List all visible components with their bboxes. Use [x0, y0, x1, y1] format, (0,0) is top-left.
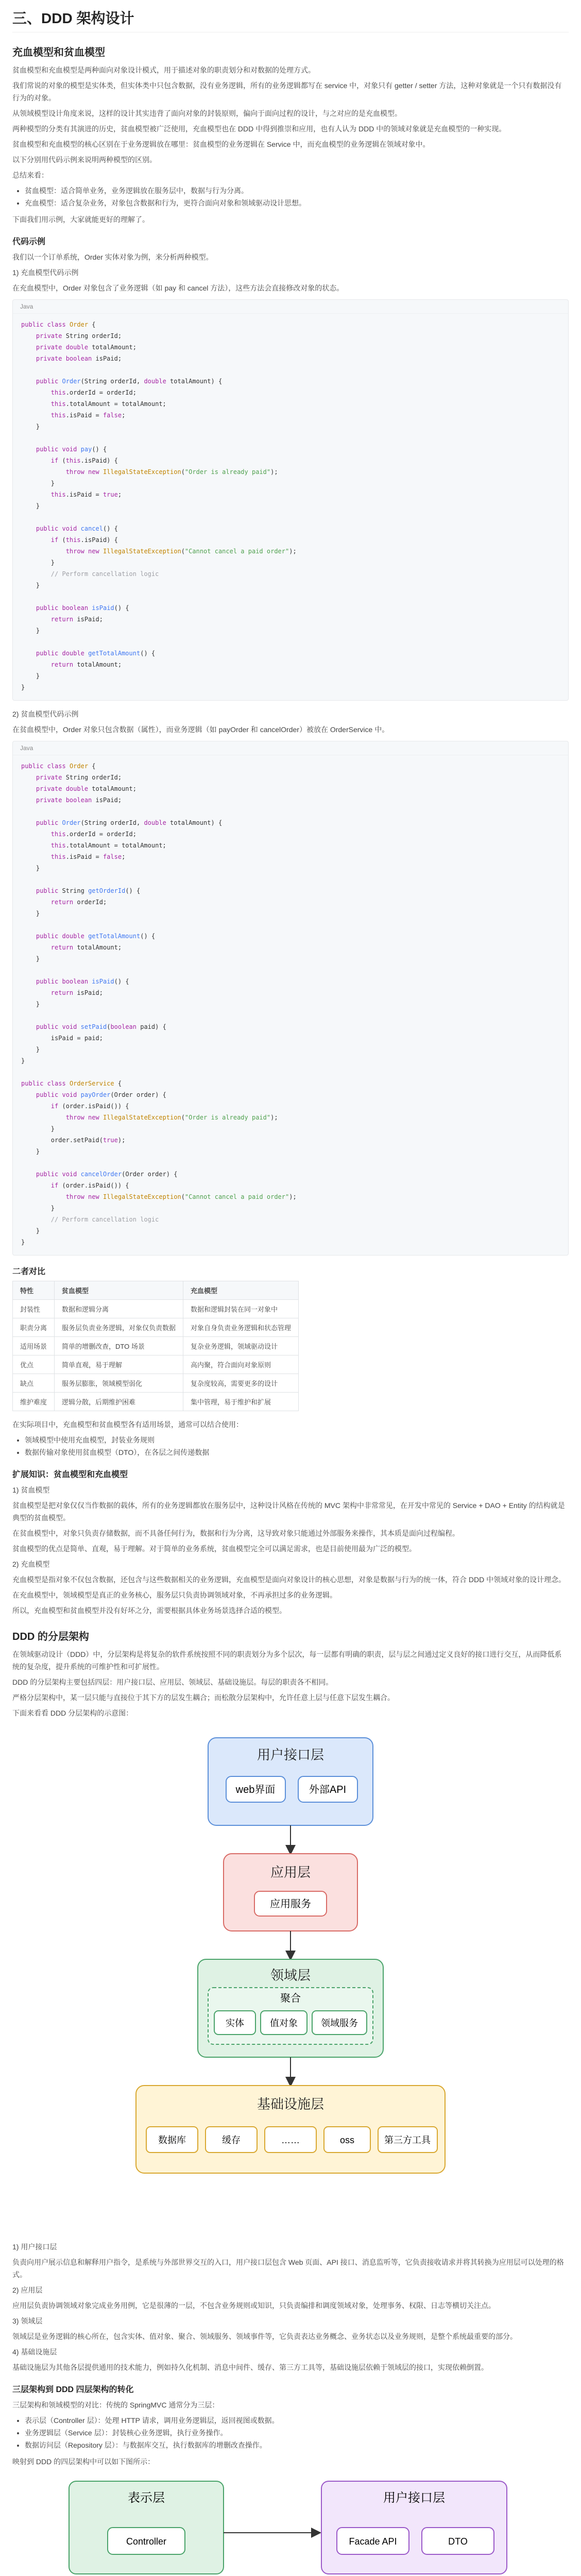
app-service-label: 应用服务 — [270, 1899, 311, 1910]
paragraph: 贫血模型的优点是简单、直观，易于理解。对于简单的业务系统，贫血模型完全可以满足需求，也是目前使用最为广泛的模型。 — [12, 1545, 416, 1553]
paragraph: 以下分别用代码示例来说明两种模型的区别。 — [12, 156, 157, 164]
mvc-list — [25, 2414, 569, 2451]
oss-label: oss — [339, 2135, 355, 2145]
table-header-cell: 特性 — [13, 1281, 55, 1300]
page-title: 三、DDD 架构设计 — [12, 7, 569, 32]
infra-layer-label: 基础设施层 — [257, 2096, 324, 2112]
section-heading-ext: 扩展知识：贫血模型和充血模型 — [12, 1470, 128, 1479]
cache-label: 缓存 — [222, 2135, 241, 2145]
table-row — [13, 1318, 299, 1337]
section-heading-mvc: 三层架构到 DDD 四层架构的转化 — [12, 2385, 134, 2394]
table-cell: 适用场景 — [13, 1337, 55, 1355]
table-cell: 数据和逻辑封装在同一对象中 — [183, 1300, 299, 1318]
paragraph: 贫血模型和充血模型的核心区别在于业务逻辑放在哪里：贫血模型的业务逻辑在 Service 中，而充血模型的业务逻辑在领域对象中。 — [12, 140, 430, 148]
table-cell: 简单直观，易于理解 — [55, 1355, 183, 1374]
paragraph: 两种模型的分类有其演进的历史，贫血模型被广泛使用，充血模型也在 DDD 中得到推崇和应用，也有人认为 DDD 中的领域对象就是充血模型的一种实现。 — [12, 125, 506, 133]
app-layer-label: 应用层 — [270, 1865, 311, 1880]
paragraph: 贫血模型和充血模型是两种面向对象设计模式，用于描述对象的职责划分和对数据的处理方式。 — [12, 66, 315, 74]
code-content: public class Order { private String orderId; private double totalAmount; private boolean isPaid; public Order(String orderId, double totalAmount) { this.orderId = orderId; this.totalAmount = totalAmount; this.isPaid = false; } public String getOrderId() { return orderId; } public double getTotalAmount() { return totalAmount; } public boolean isPaid() { return isPaid; } public void setPaid(boolean paid) { isPaid = paid; } } public class OrderService { public void payOrder(Order order) { if (order.isPaid()) { throw new IllegalStateException("Order is already paid"); } order.setPaid(true); } public void cancelOrder(Order order) { if (order.isPaid()) { throw new IllegalStateException("Cannot cancel a paid order"); } // Perform cancellation logic } } — [21, 762, 297, 1246]
table-cell: 维护难度 — [13, 1393, 55, 1411]
ui-layer-label: 用户接口层 — [257, 1747, 324, 1762]
code-content: public class Order { private String orderId; private double totalAmount; private boolean isPaid; public Order(String orderId, double totalAmount) { this.orderId = orderId; this.totalAmount = totalAmount; this.isPaid = false; } public void pay() { if (this.isPaid) { throw new IllegalStateException("Order is already paid"); } this.isPaid = true; } public void cancel() { if (this.isPaid) { throw new IllegalStateException("Cannot cancel a paid order"); } // Perform cancellation logic } public boolean isPaid() { return isPaid; } public double getTotalAmount() { return totalAmount; } } — [21, 321, 297, 691]
paragraph: 贫血模型是把对象仅仅当作数据的载体，所有的业务逻辑都放在服务层中，这种设计风格在传统的 MVC 架构中非常常见，在开发中常见的 Service + DAO + Entity 的结构就是典型的贫血模型。 — [12, 1501, 565, 1522]
table-cell: 服务层膨胀，领域模型弱化 — [55, 1374, 183, 1393]
section-heading-layers: DDD 的分层架构 — [12, 1631, 89, 1642]
entity-label: 实体 — [226, 2018, 244, 2028]
list-item: • 业务逻辑层（Service 层）：封装核心业务逻辑，执行业务操作。 — [25, 2427, 569, 2439]
code-language-label: Java — [13, 741, 568, 755]
paragraph: 三层架构和领域模型的对比：传统的 SpringMVC 通常分为三层： — [12, 2401, 219, 2409]
table-cell: 服务层负责业务逻辑，对象仅负责数据 — [55, 1318, 183, 1337]
list-item: • 数据访问层（Repository 层）：与数据库交互，执行数据库的增删改查操作。 — [25, 2439, 569, 2451]
table-header-cell: 贫血模型 — [55, 1281, 183, 1300]
domain-service-label: 领域服务 — [321, 2018, 358, 2028]
compare-list — [25, 1434, 569, 1459]
dots-label: …… — [281, 2135, 300, 2145]
facade-api-label: Facade API — [349, 2536, 397, 2547]
paragraph: 下面我们用示例，大家就能更好的理解了。 — [12, 215, 149, 224]
table-header-cell: 充血模型 — [183, 1281, 299, 1300]
controller-label: Controller — [126, 2536, 167, 2547]
paragraph: 负责向用户展示信息和解释用户指令，是系统与外部世界交互的入口，用户接口层包含 Web 页面、API 接口、消息监听等，它负责接收请求并将其转换为应用层可以处理的格式。 — [12, 2258, 564, 2279]
list-title: 总结来看： — [12, 171, 48, 179]
table-cell: 封装性 — [13, 1300, 55, 1318]
section-heading-models: 充血模型和贫血模型 — [12, 47, 105, 58]
subheading: 3) 领域层 — [12, 2317, 43, 2325]
subheading: 2) 贫血模型代码示例 — [12, 710, 79, 718]
table-cell: 数据和逻辑分离 — [55, 1300, 183, 1318]
table-row — [13, 1393, 299, 1411]
subheading: 1) 用户接口层 — [12, 2243, 57, 2251]
table-cell: 复杂度较高，需要更多的设计 — [183, 1374, 299, 1393]
table-cell: 缺点 — [13, 1374, 55, 1393]
section-heading-compare: 二者对比 — [12, 1267, 46, 1276]
list-item: • 充血模型：适合复杂业务，对象包含数据和行为，更符合面向对象和领域驱动设计思想。 — [25, 197, 569, 209]
ddd-layer-diagram — [105, 1727, 476, 2232]
web-label: web界面 — [235, 1784, 276, 1795]
paragraph: 领域层是业务逻辑的核心所在，包含实体、值对象、聚合、领域服务、领域事件等，它负责表达业务概念、业务状态以及业务规则，是整个系统最重要的部分。 — [12, 2332, 517, 2341]
summary-list — [25, 184, 569, 209]
presentation-layer-label: 表示层 — [128, 2491, 165, 2505]
paragraph: 所以，充血模型和贫血模型并没有好坏之分，需要根据具体业务场景选择合适的模型。 — [12, 1606, 286, 1615]
subheading: 1) 贫血模型 — [12, 1486, 50, 1494]
subheading: 2) 应用层 — [12, 2286, 43, 2294]
third-party-label: 第三方工具 — [384, 2135, 431, 2145]
list-item: • 数据传输对象使用贫血模型（DTO），在各层之间传递数据 — [25, 1446, 569, 1459]
subheading: 2) 充血模型 — [12, 1560, 50, 1568]
table-cell: 职责分离 — [13, 1318, 55, 1337]
list-item: • 领域模型中使用充血模型，封装业务规则 — [25, 1434, 569, 1446]
comparison-table — [12, 1281, 299, 1411]
paragraph: 应用层负责协调领域对象完成业务用例，它是很薄的一层，不包含业务规则或知识，只负责编排和调度领域对象，处理事务、权限、日志等横切关注点。 — [12, 2301, 495, 2310]
paragraph: 基础设施层为其他各层提供通用的技术能力，例如持久化机制、消息中间件、缓存、第三方工具等，基础设施层依赖于领域层的接口，实现依赖倒置。 — [12, 2363, 488, 2371]
table-cell: 复杂业务逻辑，领域驱动设计 — [183, 1337, 299, 1355]
paragraph: 映射到 DDD 的四层架构中可以如下图所示： — [12, 2458, 155, 2466]
paragraph: 充血模型是指对象不仅包含数据，还包含与这些数据相关的业务逻辑，充血模型是面向对象设计的核心思想，对象是数据与行为的统一体，符合 DDD 中领域对象的设计理念。 — [12, 1575, 566, 1584]
paragraph: 我们以一个订单系统，Order 实体对象为例，来分析两种模型。 — [12, 253, 213, 261]
table-cell: 高内聚，符合面向对象原则 — [183, 1355, 299, 1374]
paragraph: 在贫血模型中，Order 对象只包含数据（属性），而业务逻辑（如 payOrder 和 cancelOrder）被放在 OrderService 中。 — [12, 725, 389, 734]
aggregate-label: 聚合 — [280, 1993, 301, 2004]
paragraph: 在实际项目中，充血模型和贫血模型各有适用场景，通常可以结合使用： — [12, 1420, 243, 1429]
paragraph: DDD 的分层架构主要包括四层：用户接口层、应用层、领域层、基础设施层。每层的职责各不相同。 — [12, 1678, 333, 1686]
value-object-label: 值对象 — [270, 2018, 298, 2028]
paragraph: 在贫血模型中，对象只负责存储数据，而不具备任何行为，数据和行为分离，这导致对象只能通过外部服务来操作，其本质是面向过程编程。 — [12, 1529, 459, 1537]
table-row — [13, 1337, 299, 1355]
code-language-label: Java — [13, 300, 568, 314]
subheading: 1) 充血模型代码示例 — [12, 268, 79, 277]
paragraph: 严格分层架构中，某一层只能与直接位于其下方的层发生耦合；而松散分层架构中，允许任意上层与任意下层发生耦合。 — [12, 1693, 395, 1702]
table-cell: 集中管理，易于维护和扩展 — [183, 1393, 299, 1411]
subheading: 4) 基础设施层 — [12, 2348, 57, 2356]
table-header-row — [13, 1281, 299, 1300]
api-label: 外部API — [309, 1784, 347, 1795]
table-row — [13, 1355, 299, 1374]
domain-layer-label: 领域层 — [270, 1968, 311, 1983]
table-cell: 简单的增删改查，DTO 场景 — [55, 1337, 183, 1355]
code-block-rich — [12, 299, 569, 701]
table-cell: 逻辑分散，后期维护困难 — [55, 1393, 183, 1411]
paragraph: 在领域驱动设计（DDD）中，分层架构是将复杂的软件系统按照不同的职责划分为多个层次，每一层都有明确的职责，层与层之间通过定义良好的接口进行交互，从而降低系统的复杂度，提升系统的可维护性和可扩展性。 — [12, 1650, 562, 1671]
user-interface-layer-label: 用户接口层 — [383, 2491, 445, 2505]
paragraph: 我们常说的对象的模型是实体类，但实体类中只包含数据，没有业务逻辑，所有的业务逻辑都写在 service 中，对象只有 getter / setter 方法，这种对象就是一个只有数据没有行为的对象。 — [12, 81, 562, 102]
mvc-to-ddd-diagram — [59, 2476, 522, 2576]
table-cell: 对象自身负责业务逻辑和状态管理 — [183, 1318, 299, 1337]
paragraph: 在充血模型中，Order 对象包含了业务逻辑（如 pay 和 cancel 方法），这些方法会直接修改对象的状态。 — [12, 284, 344, 292]
paragraph: 在充血模型中，领域模型是真正的业务核心，服务层只负责协调领域对象，不再承担过多的业务逻辑。 — [12, 1591, 337, 1599]
code-block-anemic — [12, 741, 569, 1256]
table-row — [13, 1374, 299, 1393]
dto-label: DTO — [448, 2536, 468, 2547]
paragraph: 下面来看看 DDD 分层架构的示意图： — [12, 1709, 133, 1717]
list-item: • 贫血模型：适合简单业务，业务逻辑放在服务层中，数据与行为分离。 — [25, 184, 569, 197]
section-heading-code: 代码示例 — [12, 238, 46, 246]
paragraph: 从领域模型设计角度来说，这样的设计其实违背了面向对象的封装原则，偏向于面向过程的设计，与之对应的是充血模型。 — [12, 109, 402, 117]
db-label: 数据库 — [158, 2135, 186, 2145]
table-row — [13, 1300, 299, 1318]
list-item: • 表示层（Controller 层）：处理 HTTP 请求，调用业务逻辑层，返回视图或数据。 — [25, 2414, 569, 2427]
table-cell: 优点 — [13, 1355, 55, 1374]
